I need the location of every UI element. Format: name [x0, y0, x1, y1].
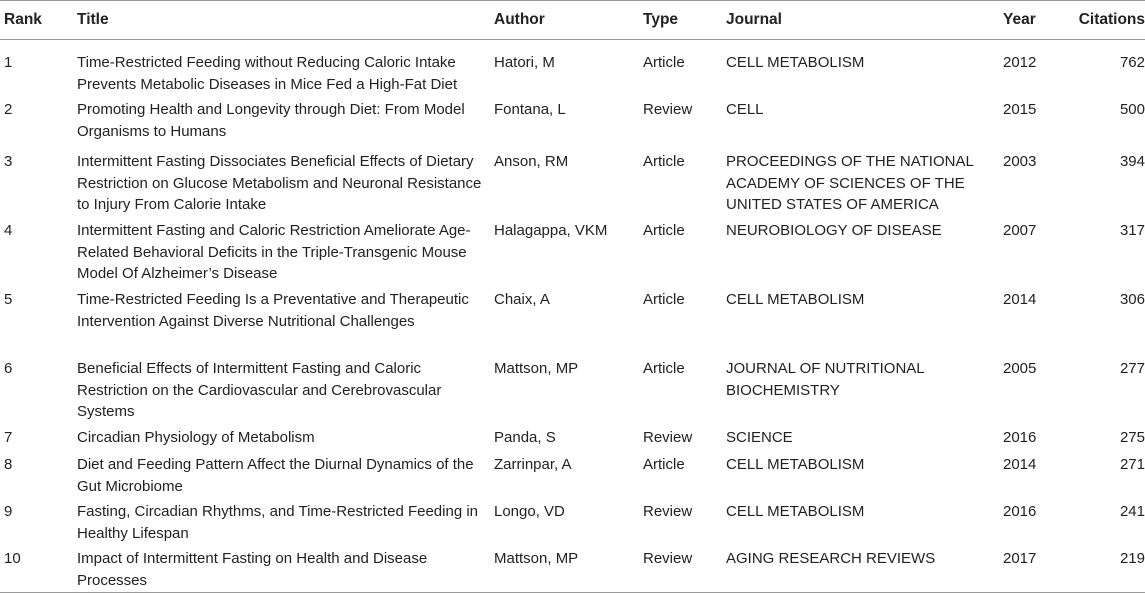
cell-year: 2003 — [1003, 153, 1037, 170]
cell-journal: NEUROBIOLOGY OF DISEASE — [726, 222, 942, 239]
header-title: Title — [77, 11, 109, 29]
table-header — [0, 1, 1145, 40]
cell-journal: CELL METABOLISM — [726, 456, 865, 473]
cell-journal: JOURNAL OF NUTRITIONAL BIOCHEMISTRY — [726, 360, 925, 399]
cell-rank: 6 — [4, 360, 13, 377]
cell-title: Intermittent Fasting Dissociates Beneficial Effects of Dietary Restriction on Glucose Metabolism and Neuronal Resistance to Injury From Calorie Intake — [77, 153, 482, 213]
cell-author: Zarrinpar, A — [494, 456, 572, 473]
cell-year: 2017 — [1003, 550, 1037, 567]
cell-type: Article — [643, 360, 685, 377]
cell-title: Impact of Intermittent Fasting on Health and Disease Processes — [77, 550, 428, 589]
table-row — [0, 147, 1145, 220]
cell-year: 2016 — [1003, 503, 1037, 520]
cell-type: Article — [643, 222, 685, 239]
header-rank: Rank — [4, 11, 42, 29]
table-row — [0, 454, 1145, 501]
cell-title: Diet and Feeding Pattern Affect the Diurnal Dynamics of the Gut Microbiome — [77, 456, 474, 495]
cell-title: Promoting Health and Longevity through Diet: From Model Organisms to Humans — [77, 101, 465, 140]
cell-type: Article — [643, 291, 685, 308]
cell-year: 2014 — [1003, 456, 1037, 473]
cell-citations: 317 — [1119, 222, 1145, 239]
table-body — [0, 40, 1145, 593]
cell-title: Beneficial Effects of Intermittent Fasting and Caloric Restriction on the Cardiovascular and Cerebrovascular Systems — [77, 360, 442, 420]
cell-type: Review — [643, 503, 693, 520]
cell-author: Hatori, M — [494, 54, 555, 71]
header-row — [0, 1, 1145, 40]
table-row — [0, 40, 1145, 96]
cell-author: Chaix, A — [494, 291, 550, 308]
cell-year: 2005 — [1003, 360, 1037, 377]
header-author: Author — [494, 11, 545, 29]
table-row — [0, 220, 1145, 289]
cell-citations: 275 — [1119, 429, 1145, 446]
cell-rank: 2 — [4, 101, 13, 118]
cell-year: 2016 — [1003, 429, 1037, 446]
table-row — [0, 95, 1145, 147]
cell-type: Review — [643, 550, 693, 567]
cell-rank: 9 — [4, 503, 13, 520]
cell-type: Review — [643, 101, 693, 118]
cell-citations: 277 — [1119, 360, 1145, 377]
cell-title: Intermittent Fasting and Caloric Restriction Ameliorate Age-Related Behavioral Deficits in the Triple-Transgenic Mouse Model Of Alzheimer’s Disease — [77, 222, 471, 282]
cell-journal: SCIENCE — [726, 429, 793, 446]
cell-rank: 5 — [4, 291, 13, 308]
cell-author: Fontana, L — [494, 101, 566, 118]
cell-journal: CELL METABOLISM — [726, 291, 865, 308]
cell-type: Article — [643, 54, 685, 71]
cell-year: 2007 — [1003, 222, 1037, 239]
table-row — [0, 501, 1145, 548]
cell-author: Anson, RM — [494, 153, 569, 170]
cell-author: Longo, VD — [494, 503, 565, 520]
cell-journal: CELL METABOLISM — [726, 503, 865, 520]
table-row — [0, 289, 1145, 358]
cell-rank: 7 — [4, 429, 13, 446]
cell-author: Mattson, MP — [494, 550, 579, 567]
cell-year: 2014 — [1003, 291, 1037, 308]
cell-citations: 500 — [1119, 101, 1145, 118]
cell-citations: 394 — [1119, 153, 1145, 170]
cell-rank: 8 — [4, 456, 13, 473]
cell-title: Time-Restricted Feeding without Reducing Caloric Intake Prevents Metabolic Diseases in Mice Fed a High-Fat Diet — [77, 54, 458, 93]
cell-title: Time-Restricted Feeding Is a Preventative and Therapeutic Intervention Against Diverse Nutritional Challenges — [77, 291, 469, 330]
cell-author: Mattson, MP — [494, 360, 579, 377]
cell-author: Halagappa, VKM — [494, 222, 608, 239]
cell-type: Review — [643, 429, 693, 446]
cell-journal: CELL METABOLISM — [726, 54, 865, 71]
cell-journal: CELL — [726, 101, 764, 118]
cell-year: 2015 — [1003, 101, 1037, 118]
cell-journal: AGING RESEARCH REVIEWS — [726, 550, 936, 567]
cell-rank: 3 — [4, 153, 13, 170]
cell-citations: 241 — [1119, 503, 1145, 520]
cell-title: Fasting, Circadian Rhythms, and Time-Restricted Feeding in Healthy Lifespan — [77, 503, 479, 542]
cell-year: 2012 — [1003, 54, 1037, 71]
header-journal: Journal — [726, 11, 782, 29]
cell-rank: 4 — [4, 222, 13, 239]
cell-citations: 271 — [1119, 456, 1145, 473]
header-type: Type — [643, 11, 679, 29]
table-row — [0, 427, 1145, 454]
cell-rank: 1 — [4, 54, 13, 71]
header-citations: Citations — [1078, 11, 1145, 29]
table-row — [0, 358, 1145, 427]
cell-citations: 762 — [1119, 54, 1145, 71]
cell-type: Article — [643, 456, 685, 473]
cell-type: Article — [643, 153, 685, 170]
cell-rank: 10 — [4, 550, 21, 567]
cell-citations: 306 — [1119, 291, 1145, 308]
table-row — [0, 548, 1145, 593]
cell-author: Panda, S — [494, 429, 556, 446]
cell-journal: PROCEEDINGS OF THE NATIONAL ACADEMY OF SCIENCES OF THE UNITED STATES OF AMERICA — [726, 153, 974, 213]
cell-title: Circadian Physiology of Metabolism — [77, 429, 315, 446]
header-year: Year — [1003, 11, 1036, 29]
cell-citations: 219 — [1119, 550, 1145, 567]
